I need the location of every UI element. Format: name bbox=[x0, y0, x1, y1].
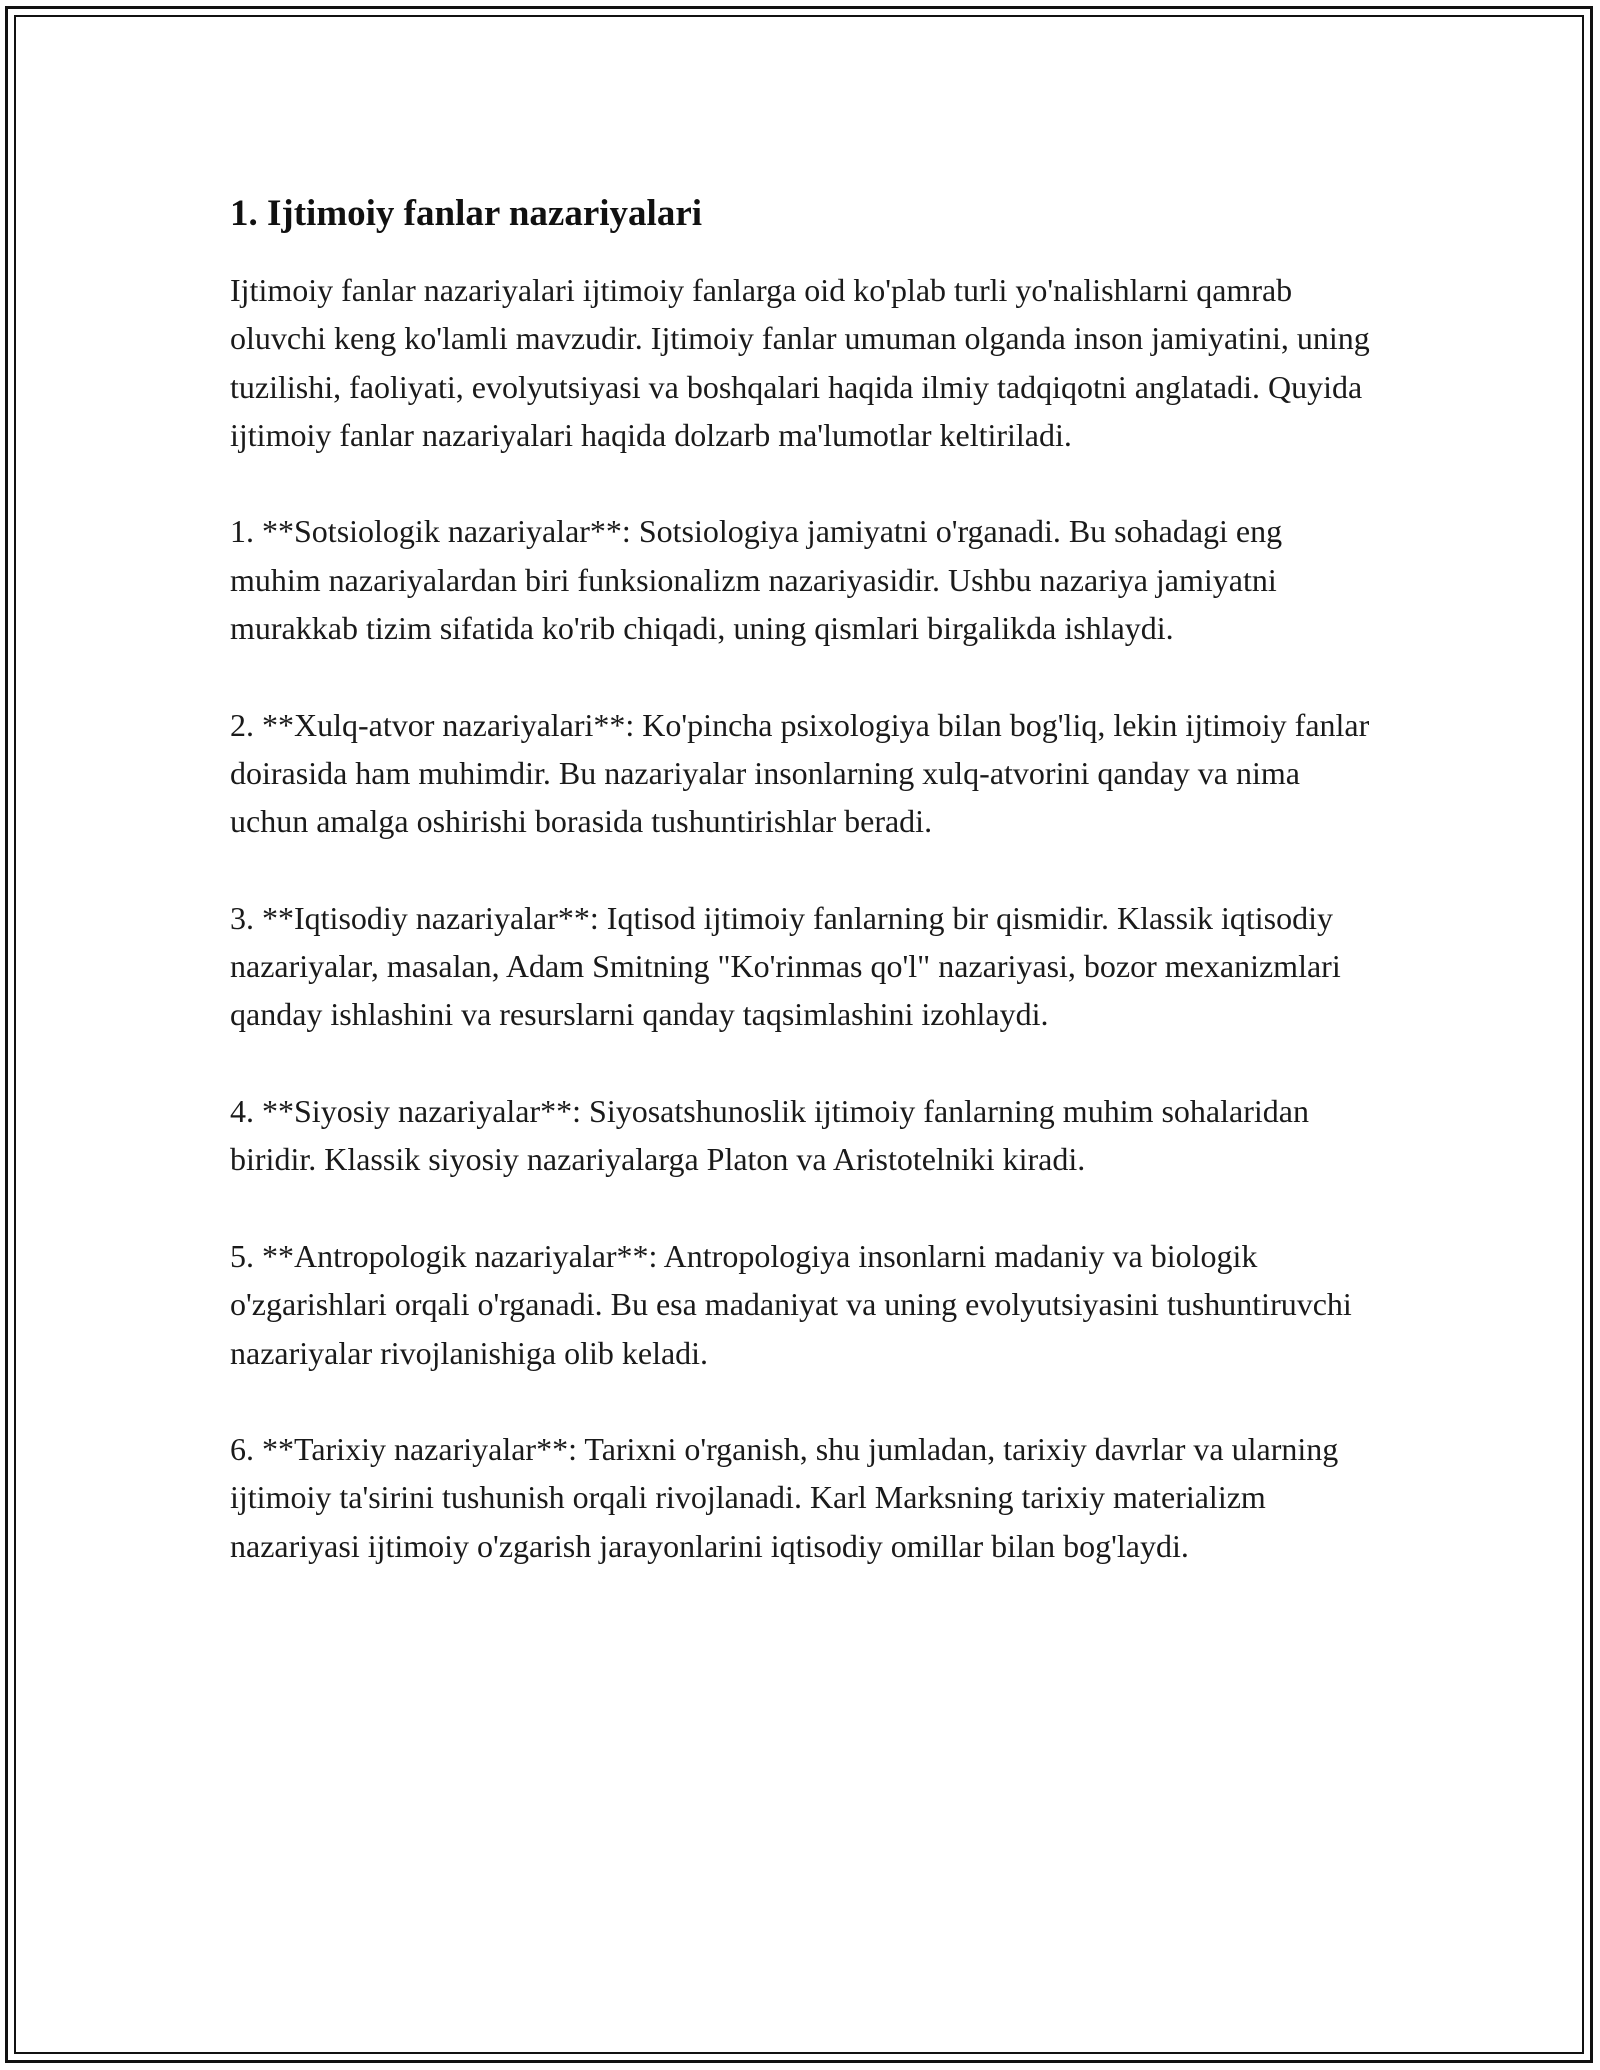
document-body bbox=[230, 190, 1380, 1618]
paragraph-behavioral-theories: 2. **Xulq-atvor nazariyalari**: Ko'pincha psixologiya bilan bog'liq, lekin ijtimoiy fanlar doirasida ham muhimdir. Bu nazariyalar insonlarning xulq-atvorini qanday va nima uchun amalga oshirishi borasida tushuntirishlar beradi. bbox=[230, 706, 1370, 840]
paragraph-historical-theories: 6. **Tarixiy nazariyalar**: Tarixni o'rganish, shu jumladan, tarixiy davrlar va ularning ijtimoiy ta'sirini tushunish orqali rivojlanadi. Karl Marksning tarixiy materializm nazariyasi ijtimoiy o'zgarish jarayonlarini iqtisodiy omillar bilan bog'laydi. bbox=[230, 1431, 1339, 1564]
intro-paragraph: Ijtimoiy fanlar nazariyalari ijtimoiy fanlarga oid ko'plab turli yo'nalishlarni qamrab oluvchi keng ko'lamli mavzudir. Ijtimoiy fanlar umuman olganda inson jamiyatini, uning tuzilishi, faoliyati, evolyutsiyasi va boshqalari haqida ilmiy tadqiqotni anglatadi. Quyida ijtimoiy fanlar nazariyalari haqida dolzarb ma'lumotlar keltiriladi. bbox=[230, 272, 1370, 453]
paragraph-anthropological-theories: 5. **Antropologik nazariyalar**: Antropologiya insonlarni madaniy va biologik o'zgarishlari orqali o'rganadi. Bu esa madaniyat va uning evolyutsiyasini tushuntiruvchi nazariyalar rivojlanishiga olib keladi. bbox=[230, 1237, 1352, 1371]
paragraph-political-theories: 4. **Siyosiy nazariyalar**: Siyosatshunoslik ijtimoiy fanlarning muhim sohalaridan biridir. Klassik siyosiy nazariyalarga Platon va Aristotelniki kiradi. bbox=[230, 1093, 1309, 1178]
document-title: 1. Ijtimoiy fanlar nazariyalari bbox=[230, 193, 703, 234]
paragraph-sociological-theories: 1. **Sotsiologik nazariyalar**: Sotsiologiya jamiyatni o'rganadi. Bu sohadagi eng muhim nazariyalardan biri funksionalizm nazariyasidir. Ushbu nazariya jamiyatni murakkab tizim sifatida ko'rib chiqadi, uning qismlari birgalikda ishlaydi. bbox=[230, 513, 1283, 647]
paragraph-economic-theories: 3. **Iqtisodiy nazariyalar**: Iqtisod ijtimoiy fanlarning bir qismidir. Klassik iqtisodiy nazariyalar, masalan, Adam Smitning "Ko'rinmas qo'l" nazariyasi, bozor mexanizmlari qanday ishlashini va resurslarni qanday taqsimlashini izohlaydi. bbox=[230, 899, 1341, 1033]
